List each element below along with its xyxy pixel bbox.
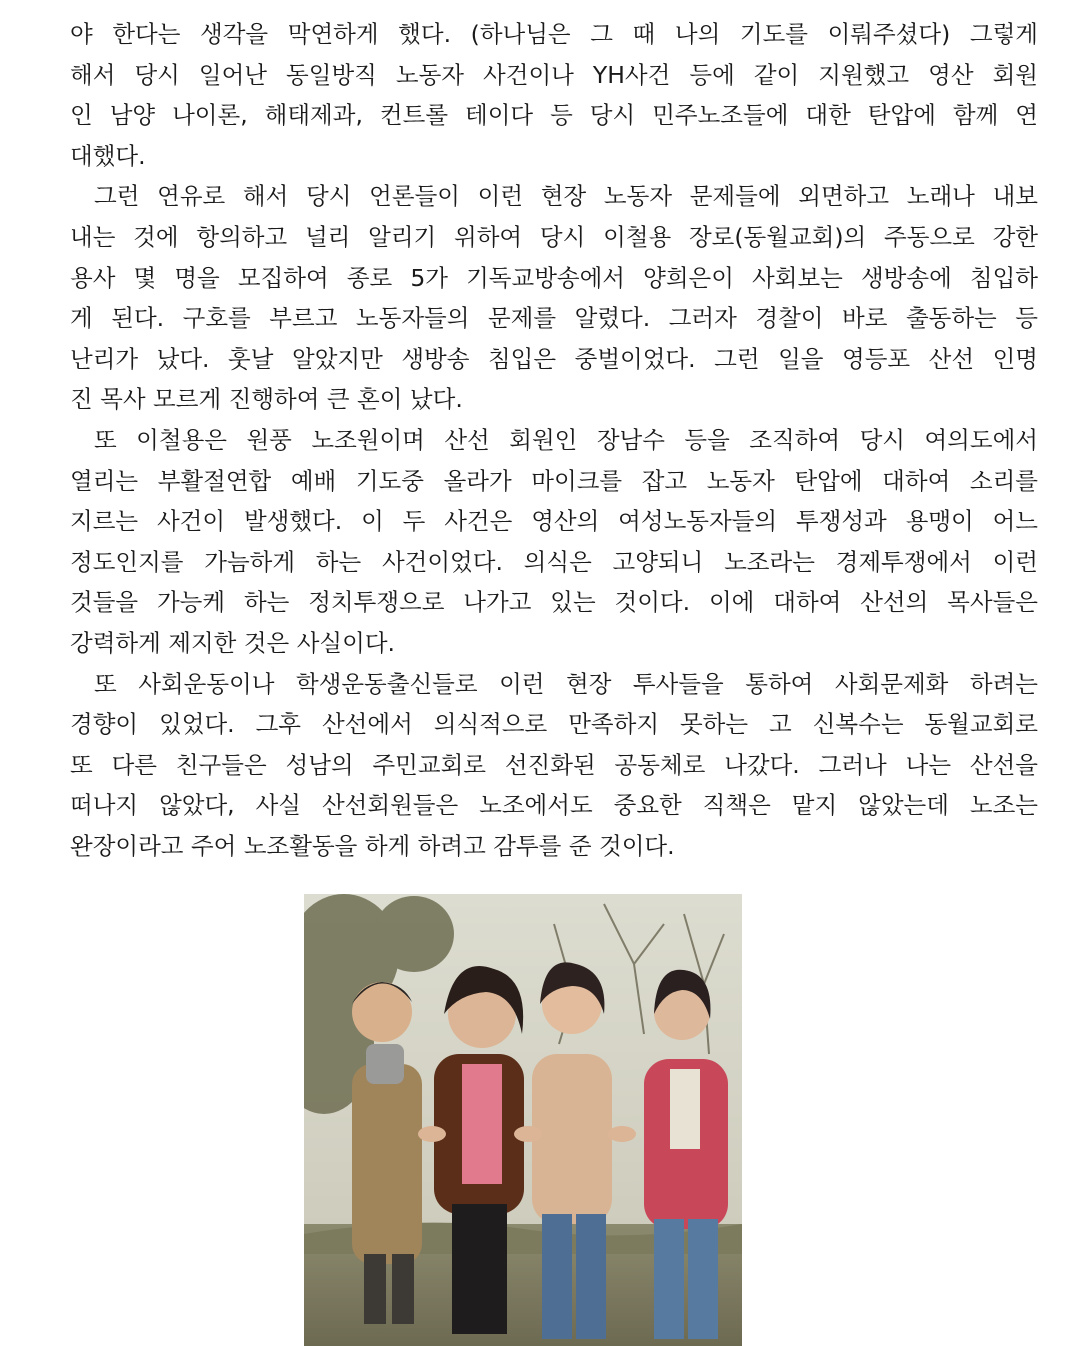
paragraph-2-line-4: 게 된다. 구호를 부르고 노동자들의 문제를 알렸다. 그러자 경찰이 바로 출동하는 등 [70,304,1038,333]
paragraph-3-line-4: 정도인지를 가늠하게 하는 사건이었다. 의식은 고양되니 노조라는 경제투쟁에서 이런 [70,547,1038,576]
paragraph-3-line-3: 지르는 사건이 발생했다. 이 두 사건은 영산의 여성노동자들의 투쟁성과 용맹이 어느 [70,507,1038,536]
paragraph-4-line-4: 떠나지 않았다, 사실 산선회원들은 노조에서도 중요한 직책은 맡지 않았는데 노조는 [70,791,1038,820]
paragraph-4-line-1: 또 사회운동이나 학생운동출신들로 이런 현장 투사들을 통하여 사회문제화 하려는 [94,669,1038,698]
paragraph-1-line-4: 대했다. [70,141,146,170]
paragraph-4-line-5: 완장이라고 주어 노조활동을 하게 하려고 감투를 준 것이다. [70,831,675,860]
paragraph-2-line-2: 내는 것에 항의하고 널리 알리기 위하여 당시 이철용 장로(동월교회)의 주동으로 강한 [70,222,1038,251]
paragraph-3-line-2: 열리는 부활절연합 예배 기도중 올라가 마이크를 잡고 노동자 탄압에 대하여 소리를 [70,466,1038,495]
paragraph-2-line-6: 진 목사 모르게 진행하여 큰 혼이 났다. [70,385,463,414]
paragraph-1-line-2: 해서 당시 일어난 동일방직 노동자 사건이나 YH사건 등에 같이 지원했고 영산 회원 [70,60,1038,89]
paragraph-2-line-3: 용사 몇 명을 모집하여 종로 5가 기독교방송에서 양희은이 사회보는 생방송에 침입하 [70,263,1038,292]
paragraph-3-line-6: 강력하게 제지한 것은 사실이다. [70,628,395,657]
paragraph-3-line-1: 또 이철용은 원풍 노조원이며 산선 회원인 장남수 등을 조직하여 당시 여의도에서 [94,425,1038,454]
paragraph-4-line-2: 경향이 있었다. 그후 산선에서 의식적으로 만족하지 못하는 고 신복수는 동월교회로 [70,710,1038,739]
paragraph-4-line-3: 또 다른 친구들은 성남의 주민교회로 선진화된 공동체로 나갔다. 그러나 나는 산선을 [70,750,1038,779]
photo-icon [304,894,742,1346]
paragraph-3-line-5: 것들을 가능케 하는 정치투쟁으로 나가고 있는 것이다. 이에 대하여 산선의 목사들은 [70,588,1038,617]
body-text [70,14,1038,866]
paragraph-1-line-1: 야 한다는 생각을 막연하게 했다. (하나님은 그 때 나의 기도를 이뤄주셨다) 그렇게 [70,20,1038,48]
paragraph-1-line-3: 인 남양 나이론, 해태제과, 컨트롤 테이다 등 당시 민주노조들에 대한 탄압에 함께 연 [70,101,1038,130]
paragraph-2-line-5: 난리가 났다. 훗날 알았지만 생방송 침입은 중벌이었다. 그런 일을 영등포 산선 인명 [70,344,1038,373]
paragraph-2-line-1: 그런 연유로 해서 당시 언론들이 이런 현장 노동자 문제들에 외면하고 노래나 내보 [94,182,1038,211]
photograph [304,894,742,1346]
